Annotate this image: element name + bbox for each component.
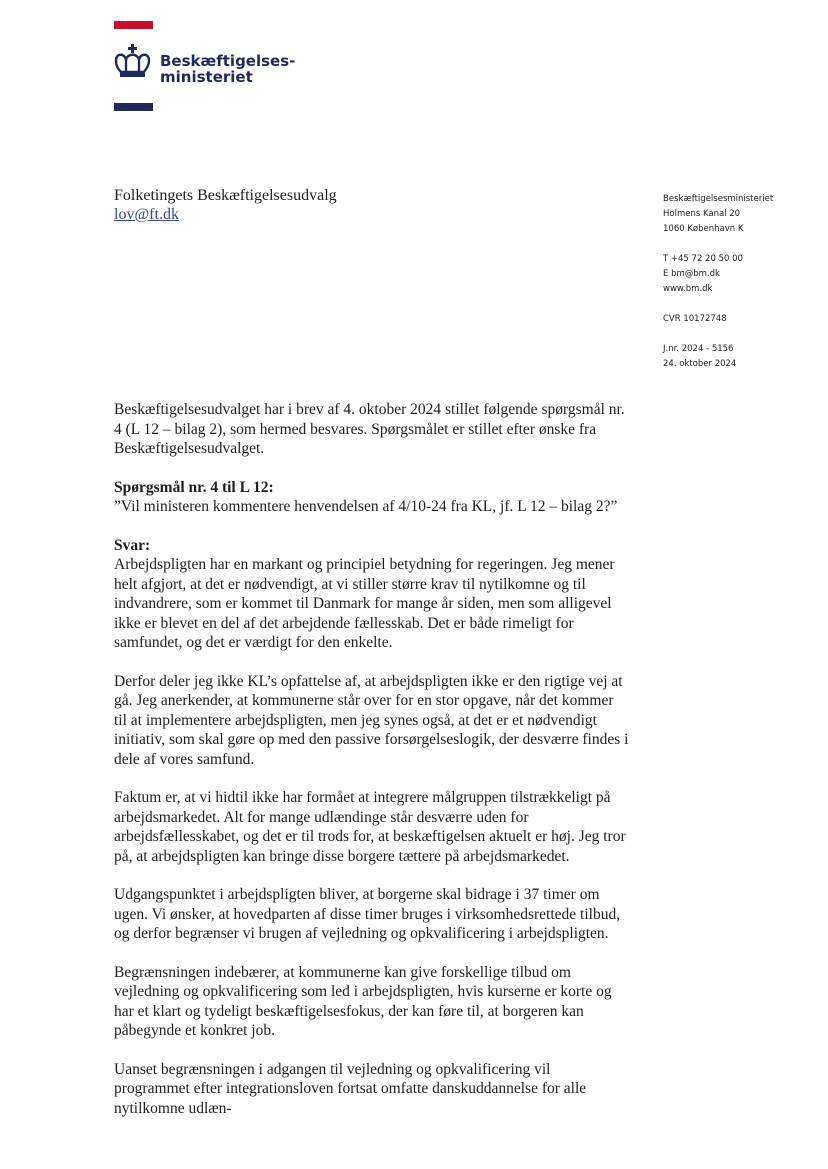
logo-line-2: ministeriet [160, 68, 253, 86]
letter-body [114, 400, 629, 1118]
sender-cvr: CVR 10172748 [663, 314, 727, 324]
question-block [114, 478, 629, 517]
answer-heading: Svar: [114, 536, 151, 554]
answer-paragraph: Udgangspunktet i arbejdspligten bliver, at borgerne skal bidrage i 37 timer om ugen. Vi ønsker, at hovedparten af disse timer bruges i virksomhedsrettede tilbud, og derfor begrænser vi brugen af vejledning og opkvalificering i arbejdspligten. [114, 886, 621, 942]
journal-number: J.nr. 2024 - 5156 [663, 344, 734, 354]
question-heading: Spørgsmål nr. 4 til L 12: [114, 478, 274, 496]
logo-blue-bar [114, 103, 153, 111]
answer-paragraph: Derfor deler jeg ikke KL’s opfattelse af, at arbejdspligten ikke er den rigtige vej at gå. Jeg anerkender, at kommunerne står over for en stor opgave, når det kommer til at implementere arbejdspligten, men jeg synes også, at det er et nødvendigt initiativ, som skal gøre op med den passive forsørgelseslogik, der desværre findes i dele af vores samfund. [114, 672, 629, 768]
recipient-name: Folketingets Beskæftigelsesudvalg [114, 187, 337, 204]
answer-block [114, 536, 629, 1119]
sender-phone: T +45 72 20 50 00 [663, 254, 743, 264]
sender-block [663, 192, 823, 372]
recipient-block [114, 186, 337, 224]
question-text: ”Vil ministeren kommentere henvendelsen af 4/10-24 fra KL, jf. L 12 – bilag 2?” [114, 498, 618, 515]
intro-paragraph: Beskæftigelsesudvalget har i brev af 4. oktober 2024 stillet følgende spørgsmål nr. 4 (L 12 – bilag 2), som hermed besvares. Spørgsmålet er stillet efter ønske fra Beskæftigelsesudvalget. [114, 401, 625, 457]
sender-email: E bm@bm.dk [663, 269, 720, 279]
answer-paragraph: Faktum er, at vi hidtil ikke har formået at integrere målgruppen tilstrækkeligt på arbejdsmarkedet. Alt for mange udlændinge står desværre uden for arbejdsfællesskabet, og det er til trods for, at beskæftigelsen aktuelt er høj. Jeg tror på, at arbejdspligten kan bringe disse borgere tættere på arbejdsmarkedet. [114, 789, 626, 865]
sender-city: 1060 København K [663, 224, 744, 234]
answer-paragraph: Uanset begrænsningen i adgangen til vejledning og opkvalificering vil programmet efter integrationsloven fortsat omfatte danskuddannelse for alle nytilkomne udlæn- [114, 1060, 587, 1117]
sender-web: www.bm.dk [663, 284, 713, 294]
answer-paragraph: Begrænsningen indebærer, at kommunerne kan give forskellige tilbud om vejledning og opkvalificering som led i arbejdspligten, hvis kurserne er korte og har et klart og tydeligt beskæftigelsesfokus, der kan føre til, at borgeren kan påbegynde et konkret job. [114, 963, 612, 1039]
answer-paragraph: Arbejdspligten har en markant og principiel betydning for regeringen. Jeg mener helt afgjort, at det er nødvendigt, at vi stiller større krav til nytilkomne og til indvandrere, som er kommet til Danmark for mange år siden, men som alligevel ikke er blevet en del af det arbejdende fællesskab. Det er både rimeligt for samfundet, og det er værdigt for den enkelte. [114, 556, 615, 651]
sender-street: Holmens Kanal 20 [663, 209, 741, 219]
ministry-logo [160, 53, 295, 85]
recipient-email-link[interactable]: lov@ft.dk [114, 206, 179, 223]
logo-red-bar [114, 21, 153, 29]
letter-date: 24. oktober 2024 [663, 359, 737, 369]
logo-line-1: Beskæftigelses- [160, 52, 296, 70]
crown-icon [112, 44, 152, 80]
sender-name: Beskæftigelsesministeriet [663, 194, 774, 204]
